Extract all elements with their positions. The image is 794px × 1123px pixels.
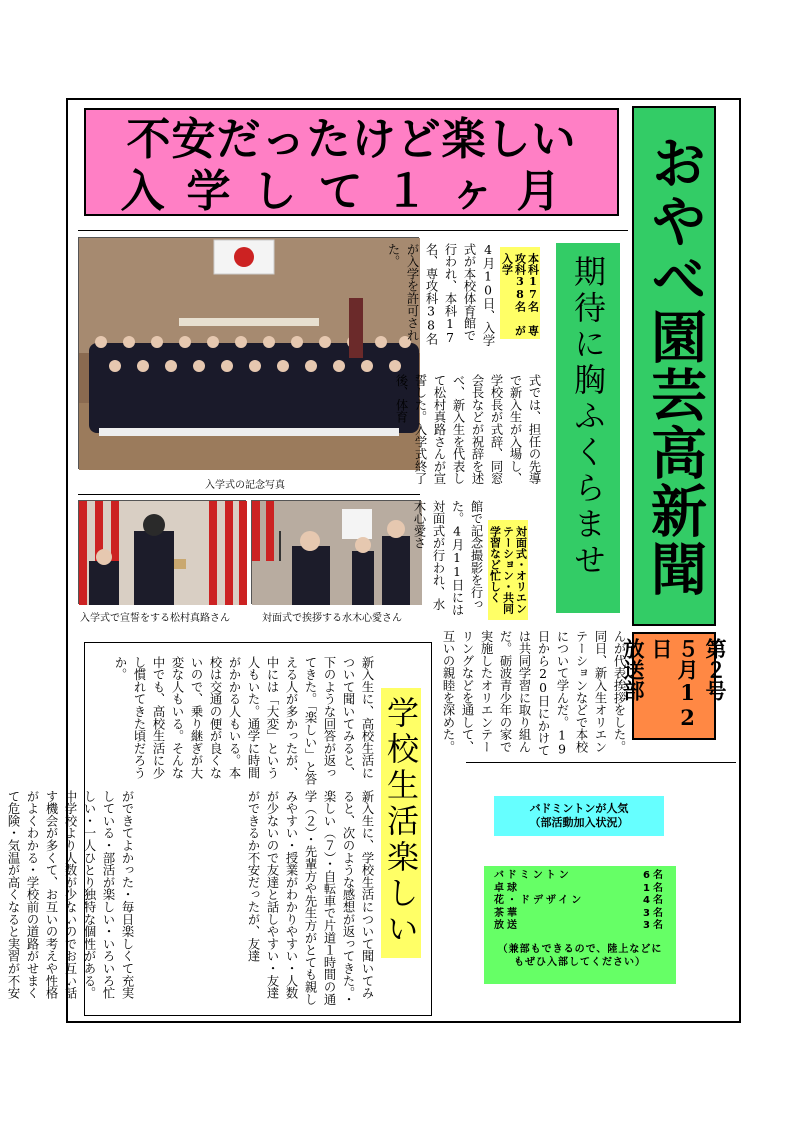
school-life-col3: ができてよかった・毎日楽しくて充実している・部活が楽しい・いろいろ忙しい・一人ひとり独特な個性がある。中学校より人数が少ないのでお互い話す機会が多くて、お互いの考えや性格がよくわかる・学校前の道路がせまくて危険・気温が高くなると実習が不安	[6, 790, 134, 1000]
club-title-box	[494, 796, 664, 836]
school-life-title: 学校生活楽しい	[382, 696, 420, 948]
rule-photos	[78, 494, 420, 495]
article1-title: 期待に胸ふくらませ	[569, 255, 607, 579]
greeting-photo-caption: 対面式で挨拶する水木心愛さん	[262, 613, 402, 624]
club-name: 卓球	[494, 882, 520, 894]
photo-greeting	[251, 500, 421, 604]
club-name: バドミントン	[494, 870, 572, 881]
club-count: 3名	[643, 920, 666, 931]
article1-tag2	[488, 520, 528, 620]
club-name: 茶華	[494, 907, 520, 919]
club-row	[494, 895, 666, 908]
headline-line1: 不安だったけど楽しい	[126, 114, 577, 165]
oath-photo-illustration	[79, 501, 247, 605]
club-name: 花・ドデザイン	[494, 895, 585, 906]
greeting-photo-illustration	[252, 501, 422, 605]
issue-publisher: 放送部	[621, 638, 646, 701]
club-title-line1: バドミントンが人気	[529, 802, 629, 815]
article1-tag1-text: 本科17名 専攻科38名 が入学	[500, 253, 540, 336]
issue-number: 第２号	[703, 638, 728, 701]
article1-tag1	[500, 247, 540, 339]
club-row	[494, 883, 666, 896]
club-row	[494, 920, 666, 933]
main-photo	[78, 237, 419, 469]
club-count: 1名	[643, 882, 666, 894]
club-count: 4名	[643, 895, 666, 906]
school-life-col2: 新入生に、学校生活について聞いてみると、次のような感想が返ってきた。・楽しい（７）・自転車で片道１時間の通学（２）・先輩方や先生方がとても親しみやすい・授業がわかりやすい・人数が少ないので友達と話しやすい・友達ができるか不安だったが、友達	[246, 790, 374, 1006]
club-note: （兼部もできるので、陸上などにもぜひ入部してください）	[497, 943, 663, 968]
main-photo-caption: 入学式の記念写真	[205, 480, 285, 491]
rule-top	[78, 230, 628, 231]
rule-side	[466, 762, 736, 763]
club-count: 3名	[643, 907, 666, 919]
club-row	[494, 908, 666, 921]
article1-col4: んが代表挨拶をした。同日、新入生オリエンテーションなどで本校について学んだ。19日から20日にかけては共同学習に取り組んだ。砺波青少年の家で実施したオリエンテーリングなどを通して、互いの親睦を深めた。	[441, 630, 626, 757]
school-life-col1: 新入生に、高校生活について聞いてみると、下のような回答が返ってきた。「楽しい」と答える人が多かったが、中には「大変」という人もいた。通学に時間がかかる人もいる。本校は交通の便が良くないので、乗り継ぎが大変な人もいる。そんな中でも、高校生活に少し慣れてきた頃だろうか。	[113, 656, 374, 786]
issue-date: ５月12日	[649, 638, 700, 730]
club-table-box	[484, 866, 676, 984]
photo-oath	[78, 500, 246, 604]
article1-tag2-text: 対面式・オリエンテーション・共同学習など忙しく	[488, 526, 528, 614]
article1-col2: 式では、担任の先導で新入生が入場し、学校長が式辞、同窓会長などが祝辞を述べ、新入生を代表して松村真路さんが宣誓した。入学式終了後、体育	[394, 374, 541, 485]
group-photo-illustration	[79, 238, 420, 470]
headline-box	[84, 108, 619, 216]
school-life-title-box	[381, 688, 421, 958]
issue-box	[621, 632, 728, 740]
oath-photo-caption: 入学式で宣誓をする松村真路さん	[80, 613, 230, 624]
club-title-line2: （部活動加入状況）	[529, 816, 629, 829]
masthead-title: おやべ園芸高新聞	[642, 134, 707, 598]
club-row	[494, 870, 666, 883]
club-count: 6名	[643, 870, 666, 881]
article1-col3: 館で記念撮影を行った。4月11日には対面式が行われ、水木心愛さ	[412, 500, 483, 616]
club-name: 放送	[494, 920, 520, 931]
article1-title-box	[556, 243, 620, 613]
article1-col1: 4月10日、入学式が本校体育館で行われ、本科17名、専攻科38名が入学を許可された。	[386, 243, 495, 347]
masthead	[632, 106, 716, 626]
headline-line2: 入学して１ヶ月	[120, 166, 583, 217]
